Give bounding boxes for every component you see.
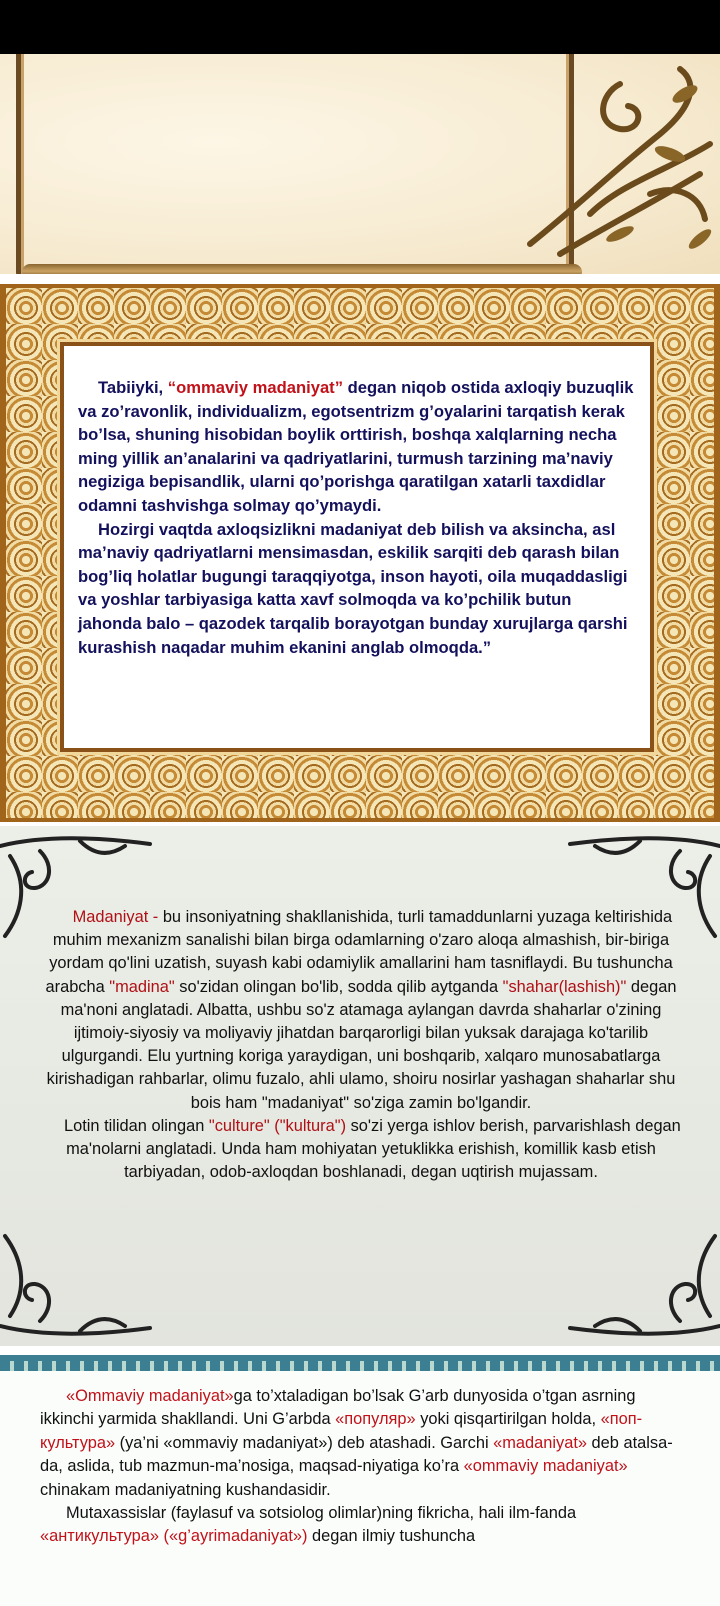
quote-panel: [0, 284, 720, 822]
flourish-ornament-icon: [500, 54, 720, 274]
definition-paragraph-1: [40, 906, 682, 1115]
term-culture: "culture" ("kultura"): [208, 1116, 347, 1135]
panel-border: [0, 1361, 720, 1371]
mc-p2a: Mutaxassislar (faylasuf va sotsiolog olimlar)ning fikricha, hali ilm-fanda: [66, 1504, 577, 1523]
mc-p1b: yoki qisqartirilgan holda,: [415, 1410, 601, 1429]
quote-text: [78, 376, 638, 659]
quote-p1-start: Tabiiyki,: [98, 378, 168, 397]
quote-p1-rest: degan niqob ostida axloqiy buzuqlik va zo’ravonlik, individualizm, egotsentrizm g’oyalarini tarqatish kerak bo’lsa, shuning hisobidan boylik orttirish, boshqa xalqlarning necha ming yillik an’analarini va qadriyatlarini, turmush tarzining ma’naviy negiziga bepisandlik, ularni qo’porishga qaratilgan xatarli taxdidlar odamni tashvishga solmay qo’ymaydi.: [78, 378, 634, 515]
corner-flourish-icon: [0, 1226, 170, 1346]
mc-p1c: (ya’ni «ommaviy madaniyat») deb atashadi. Garchi: [115, 1433, 494, 1452]
ornate-frame-border: [16, 54, 574, 274]
definition-p2a: Lotin tilidan olingan: [63, 1116, 209, 1135]
term-shahar: "shahar(lashish)": [502, 977, 627, 996]
term-populyar: «популяр»: [335, 1410, 416, 1429]
term-ommaviy-2: «ommaviy madaniyat»: [463, 1457, 628, 1476]
definition-p1a: bu insoniyatning shakllanishida, turli tamaddunlarni yuzaga keltirishida muhim mexanizm sanalishi bilan birga odamlarning o'zaro aloqa almashish, bir-biriga yordam qo'lini uzatish, suyash kabi odamiylik amallarini ham tasniflaydi. Bu tushuncha arabcha: [45, 908, 673, 996]
mc-p1d: deb atalsa-da, aslida, tub mazmun-ma’nosiga, maqsad-niyatiga ko’ra: [40, 1433, 673, 1476]
quote-box: [64, 346, 650, 748]
ornate-frame-bar: [22, 264, 582, 274]
definition-p1c: degan ma'noni anglatadi. Albatta, ushbu so'z atamaga aylangan davrda shaharlar o'zining ijtimoiy-siyosiy va moliyaviy jihatdan barqarorligi bilan yuksak darajaga ko'tarilib ulgurgandi. Elu yurtning koriga yaraydigan, uni boshqarib, xalqaro munosabatlarga kirishadigan rahbarlar, olimu fuzalo, ahli ulamo, shoiru nosirlar yashagan shaharlar shu bois ham "madaniyat" so'ziga zamin bo'lgandir.: [46, 977, 677, 1112]
mass-culture-paragraph-2: [40, 1502, 680, 1549]
mc-p2b: degan ilmiy tushuncha: [307, 1527, 476, 1546]
mass-culture-paragraph-1: [40, 1385, 680, 1502]
term-antikultura: «антикультура» («g’ayrimadaniyat»): [40, 1527, 308, 1546]
definition-p2b: so'zi yerga ishlov berish, parvarishlash degan ma'nolarni anglatadi. Unda ham mohiyatan yetuklikka erishish, komillik kasb etish tarbiyadan, odob-axloqdan boshlanadi, degan uqtirish mujassam.: [66, 1116, 681, 1182]
term-madaniyat-2: «madaniyat»: [493, 1433, 587, 1452]
ornament-frame-panel: [0, 54, 720, 274]
term-ommaviy: «Ommaviy madaniyat»: [66, 1387, 234, 1405]
mc-p1a: ga to’xtaladigan bo’lsak G’arb dunyosida o’tgan asrning ikkinchi yarmida shakllandi. Uni G’arbda: [40, 1387, 636, 1429]
definition-panel: [0, 826, 720, 1346]
status-bar: [0, 0, 720, 54]
term-madina: "madina": [109, 977, 175, 996]
quote-paragraph-1: [78, 376, 638, 518]
corner-flourish-icon: [550, 1226, 720, 1346]
quote-highlight: “ommaviy madaniyat”: [167, 378, 344, 397]
definition-p1b: so'zidan olingan bo'lib, sodda qilib aytganda: [174, 977, 503, 996]
term-madaniyat: Madaniyat -: [72, 908, 159, 926]
mass-culture-panel: [0, 1355, 720, 1606]
quote-paragraph-2: Hozirgi vaqtda axloqsizlikni madaniyat deb bilish va aksincha, asl ma’naviy qadriyatlarni mensimasdan, eskilik sarqiti deb qarash bilan bog’liq holatlar bugungi taraqqiyotga, inson hayoti, oila muqaddasligi va yoshlar tarbiyasiga katta xavf solmoqda va ko’pchilik butun jahonda balo – qazodek tarqalib borayotgan bunday xurujlarga qarshi kurashish naqadar muhim ekanini anglab olmoqda.”: [78, 519, 628, 657]
definition-text: [40, 906, 682, 1184]
term-pop-kultura: «поп-культура»: [40, 1410, 643, 1452]
mass-culture-text: [40, 1385, 680, 1549]
mc-p1e: chinakam madaniyatning kushandasidir.: [40, 1480, 331, 1499]
definition-paragraph-2: [40, 1115, 682, 1185]
